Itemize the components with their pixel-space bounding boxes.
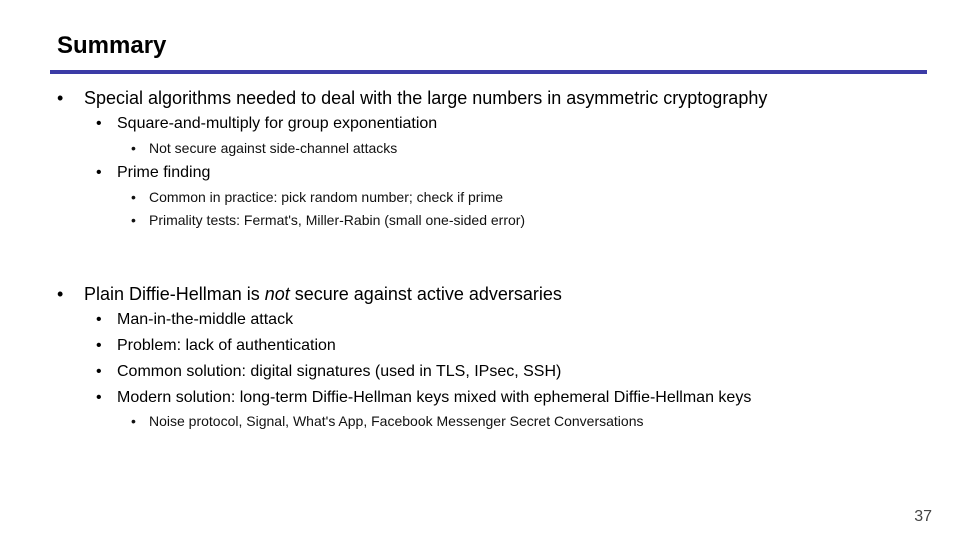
bullet-marker: •	[96, 363, 102, 380]
page-number: 37	[914, 508, 932, 525]
bullet-text: Square-and-multiply for group exponentiation	[117, 115, 438, 132]
bullet-marker: •	[57, 88, 64, 108]
bullet-marker: •	[96, 115, 102, 132]
bullet-text: Prime finding	[117, 164, 211, 181]
bullet-marker: •	[96, 337, 102, 354]
bullet-level1	[57, 283, 562, 305]
bullet-text-emphasis: not	[264, 284, 290, 304]
bullet-level3	[131, 211, 526, 229]
bullet-marker: •	[131, 413, 136, 429]
bullet-marker: •	[131, 189, 136, 205]
bullet-marker: •	[131, 212, 136, 228]
bullet-text-before: Plain Diffie-Hellman is	[84, 284, 265, 304]
bullet-level2	[96, 163, 211, 183]
bullet-text: Problem: lack of authentication	[117, 337, 336, 354]
bullet-level3	[131, 188, 504, 206]
bullet-text-after: secure against active adversaries	[289, 284, 562, 304]
bullet-level2	[96, 336, 336, 356]
bullet-marker: •	[96, 311, 102, 328]
bullet-text: Noise protocol, Signal, What's App, Facebook Messenger Secret Conversations	[149, 413, 644, 429]
title-rule	[50, 70, 927, 74]
bullet-level3	[131, 139, 398, 157]
bullet-text: Common solution: digital signatures (used in TLS, IPsec, SSH)	[117, 363, 562, 380]
bullet-level3	[131, 412, 644, 430]
bullet-text: Not secure against side-channel attacks	[149, 140, 398, 156]
bullet-marker: •	[57, 284, 64, 304]
bullet-level2	[96, 388, 752, 408]
bullet-text: Special algorithms needed to deal with the large numbers in asymmetric cryptography	[84, 88, 768, 108]
bullet-marker: •	[96, 164, 102, 181]
bullet-marker: •	[131, 140, 136, 156]
bullet-text: Man-in-the-middle attack	[117, 311, 294, 328]
bullet-text: Primality tests: Fermat's, Miller-Rabin (small one-sided error)	[149, 212, 526, 228]
bullet-text: Modern solution: long-term Diffie-Hellman keys mixed with ephemeral Diffie-Hellman keys	[117, 389, 752, 406]
bullet-level2	[96, 362, 562, 382]
bullet-level1	[57, 87, 768, 109]
bullet-level2	[96, 114, 438, 134]
bullet-marker: •	[96, 389, 102, 406]
bullet-level2	[96, 310, 294, 330]
bullet-text: Common in practice: pick random number; check if prime	[149, 189, 504, 205]
slide-title: Summary	[57, 32, 167, 59]
